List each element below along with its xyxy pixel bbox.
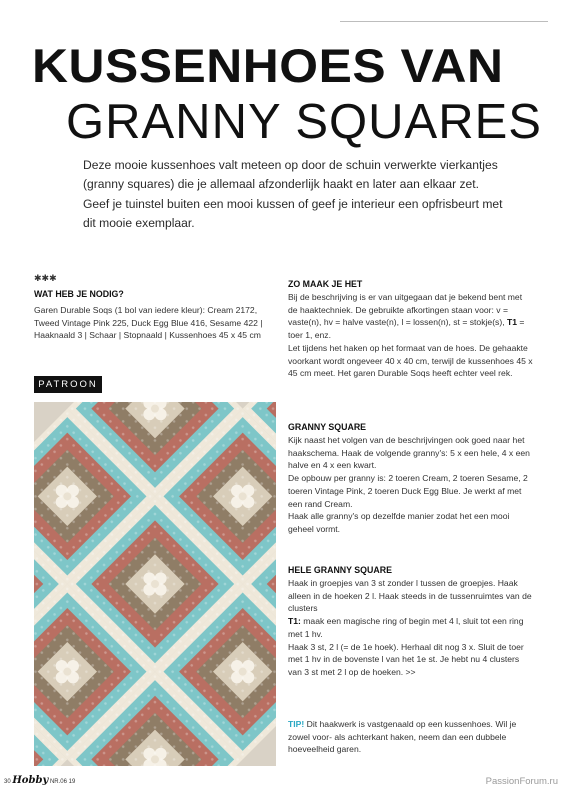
paragraph: Kijk naast het volgen van de beschrijvingen ook goed naar het haakschema. Haak de volgende granny's: 5 x een hele, 4 x een halve en 4 x een kwart.	[288, 435, 530, 471]
paragraph: Haak alle granny's op dezelfde manier zodat het een mooi geheel vormt.	[288, 511, 510, 534]
size-paragraph: Let tijdens het haken op het formaat van de hoes. De gehaakte voorkant wordt ongeveer 40 x 40 cm, terwijl de kussenhoes 45 x 45 cm meet. Het garen Durable Soqs heeft echter veel rek.	[288, 342, 533, 379]
section-instructions	[288, 279, 534, 380]
materials-heading: WAT HEB JE NODIG?	[34, 289, 124, 299]
bold-run: T1	[507, 317, 518, 328]
abbreviations-paragraph	[288, 291, 534, 342]
issue-number: NR.06 19	[49, 779, 76, 785]
page-number: 30	[4, 779, 11, 785]
page-footer	[4, 775, 75, 786]
tip-label: TIP!	[288, 719, 305, 729]
round-label: T1:	[288, 616, 301, 627]
section-heading: HELE GRANNY SQUARE	[288, 565, 392, 575]
text-run: = toer 1, enz.	[288, 317, 525, 341]
top-rule	[340, 21, 548, 22]
text-run: maak een magische ring of begin met 4 l, sluit tot een ring met 1 hv.	[288, 616, 524, 639]
section-granny-square	[288, 422, 534, 536]
tip-box	[288, 718, 534, 756]
section-heading: GRANNY SQUARE	[288, 422, 367, 432]
watermark: PassionForum.ru	[485, 776, 558, 787]
paragraph: Haak in groepjes van 3 st zonder l tussen de groepjes. Haak alleen in de hoeken 2 l. Haak steeds in de tussenruimtes van de clusters	[288, 578, 532, 614]
paragraph: De opbouw per granny is: 2 toeren Cream, 2 toeren Sesame, 2 toeren Vintage Pink, 2 toeren Duck Egg Blue. Je werkt af met een rand Cream.	[288, 473, 528, 509]
materials-list: Garen Durable Soqs (1 bol van iedere kleur): Cream 2172, Tweed Vintage Pink 225, Duck Egg Blue 416, Sesame 422 | Haaknaald 3 | Schaar | Stopnaald | Kussenhoes 45 x 45 cm	[34, 305, 263, 341]
page-title-line1: KUSSENHOES VAN	[32, 39, 504, 92]
crochet-photo	[34, 402, 276, 766]
crochet-granny-squares-image	[34, 402, 276, 766]
paragraph: Haak 3 st, 2 l (= de 1e hoek). Herhaal dit nog 3 x. Sluit de toer met 1 hv in de bovenste l van het 1e st. Je hebt nu 4 clusters van 3 st met 2 l op de hoeken. >>	[288, 641, 524, 677]
tip-text: Dit haakwerk is vastgenaald op een kussenhoes. Wil je zowel voor- als achterkant haken, neem dan een dubbele hoeveelheid garen.	[288, 719, 517, 755]
section-heading: ZO MAAK JE HET	[288, 279, 363, 289]
pattern-badge: PATROON	[34, 376, 102, 393]
magazine-logo: Hobby	[12, 775, 49, 786]
intro-paragraph: Deze mooie kussenhoes valt meteen op door de schuin verwerkte vierkantjes (granny squares) die je allemaal afzonderlijk haakt en later aan elkaar zet. Geef je tuinstel buiten een mooi kussen of geef je interieur een opfrisbeurt met dit mooie exemplaar.	[83, 158, 503, 230]
text-run: Bij de beschrijving is er van uitgegaan dat je bekend bent met de haaktechniek. De gebruikte afkortingen staan voor: v = vaste(n), hv = halve vaste(n), l = lossen(n), st = stokje(s),	[288, 292, 523, 328]
difficulty-stars: ✱✱✱	[34, 273, 57, 283]
section-whole-granny	[288, 565, 534, 679]
page-title-line2: GRANNY SQUARES	[66, 95, 542, 149]
round1-paragraph	[288, 615, 534, 640]
